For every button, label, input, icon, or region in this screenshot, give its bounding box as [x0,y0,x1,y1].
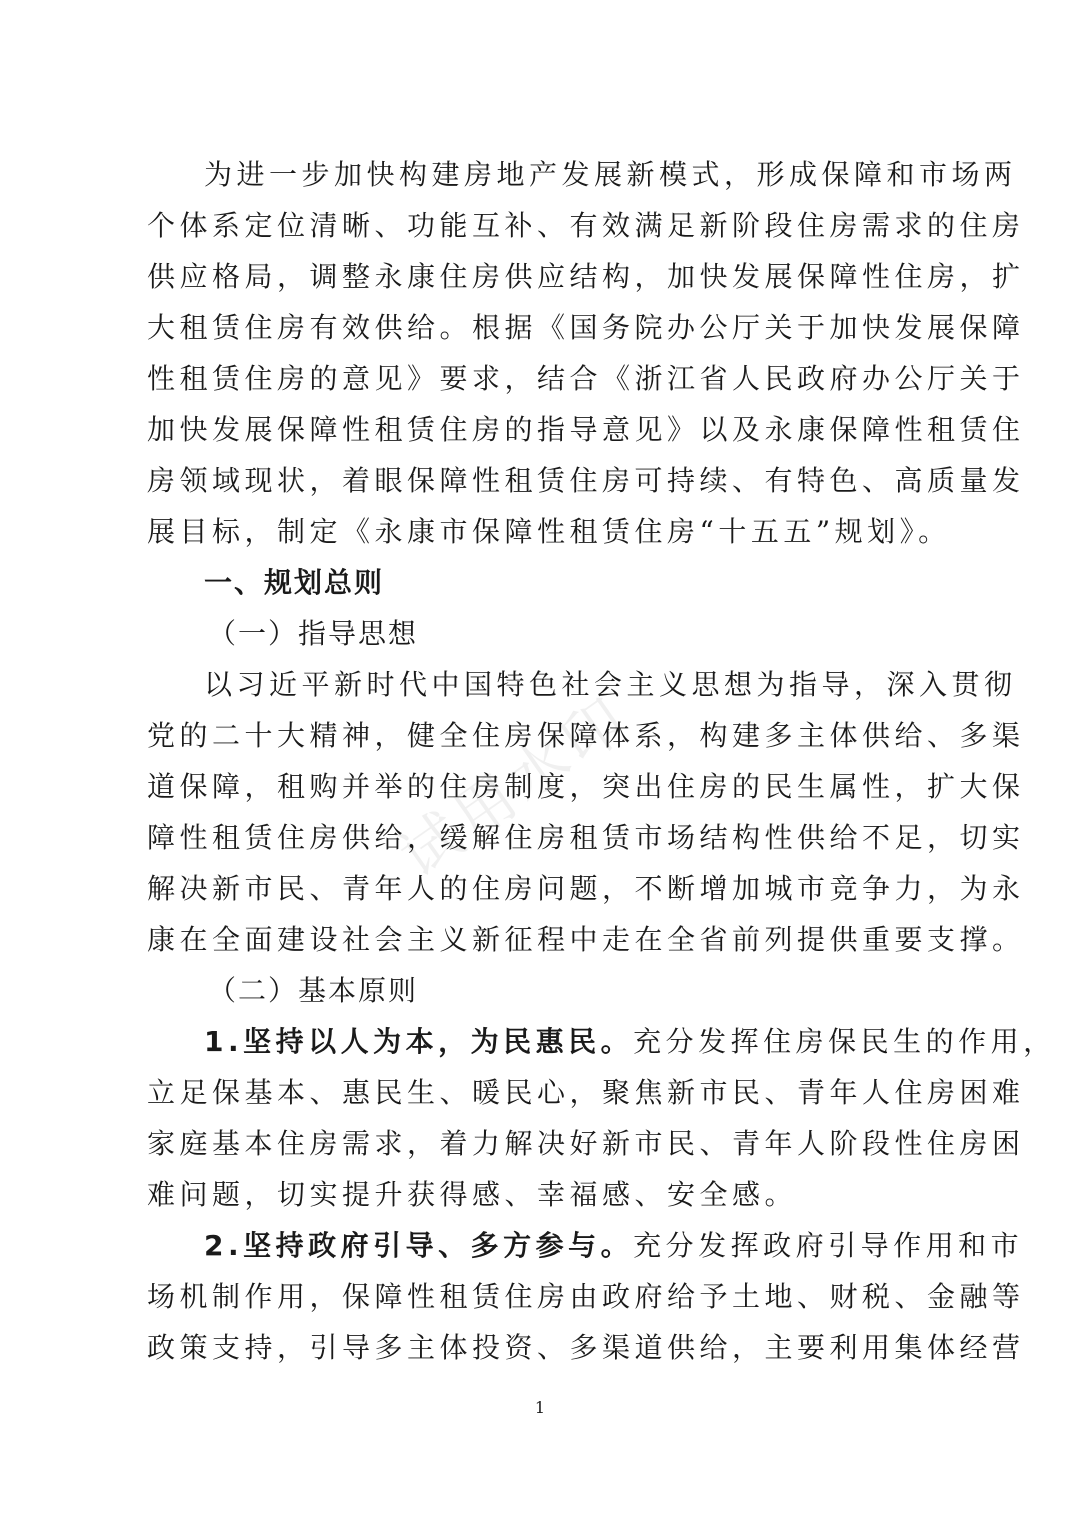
principle-line: 政策支持，引导多主体投资、多渠道供给，主要利用集体经营 [147,1331,1025,1364]
intro-line: 加快发展保障性租赁住房的指导意见》以及永康保障性租赁住 [147,413,1025,446]
principle-first-line [204,1221,1024,1271]
page-number: 1 [534,1398,546,1417]
intro-line: 展目标，制定《永康市保障性租赁住房“十五五”规划》。 [147,515,951,548]
intro-line: 个体系定位清晰、功能互补、有效满足新阶段住房需求的住房 [147,209,1025,242]
guiding-line: 障性租赁住房供给，缓解住房租赁市场结构性供给不足，切实 [147,821,1025,854]
principle-text: 充分发挥住房保民生的作用， [633,1025,1056,1058]
intro-line: 供应格局，调整永康住房供应结构，加快发展保障性住房，扩 [147,260,1025,293]
principle-first-line [204,1017,1056,1067]
intro-line: 性租赁住房的意见》要求，结合《浙江省人民政府办公厅关于 [147,362,1025,395]
subsection-title: （一）指导思想 [208,617,419,650]
principle-line: 立足保基本、惠民生、暖民心，聚焦新市民、青年人住房困难 [147,1076,1025,1109]
guiding-line: 以习近平新时代中国特色社会主义思想为指导，深入贯彻 [204,668,1017,701]
intro-line: 大租赁住房有效供给。根据《国务院办公厅关于加快发展保障 [147,311,1025,344]
principle-text: 充分发挥政府引导作用和市 [633,1229,1024,1262]
principle-line: 难问题，切实提升获得感、幸福感、安全感。 [147,1178,798,1211]
guiding-line: 解决新市民、青年人的住房问题，不断增加城市竞争力，为永 [147,872,1025,905]
principle-line: 场机制作用，保障性租赁住房由政府给予土地、财税、金融等 [147,1280,1025,1313]
guiding-line: 道保障，租购并举的住房制度，突出住房的民生属性，扩大保 [147,770,1025,803]
subsection-title: （二）基本原则 [208,974,419,1007]
guiding-line: 党的二十大精神，健全住房保障体系，构建多主体供给、多渠 [147,719,1025,752]
principle-line: 家庭基本住房需求，着力解决好新市民、青年人阶段性住房困 [147,1127,1025,1160]
watermark: 试用水印 [386,682,644,892]
intro-line: 为进一步加快构建房地产发展新模式，形成保障和市场两 [204,158,1017,191]
intro-line: 房领域现状，着眼保障性租赁住房可持续、有特色、高质量发 [147,464,1025,497]
principle-heading: 2.坚持政府引导、多方参与。 [204,1229,634,1262]
section-title: 一、规划总则 [204,566,385,599]
guiding-line: 康在全面建设社会主义新征程中走在全省前列提供重要支撑。 [147,923,1025,956]
principle-heading: 1.坚持以人为本，为民惠民。 [204,1025,634,1058]
